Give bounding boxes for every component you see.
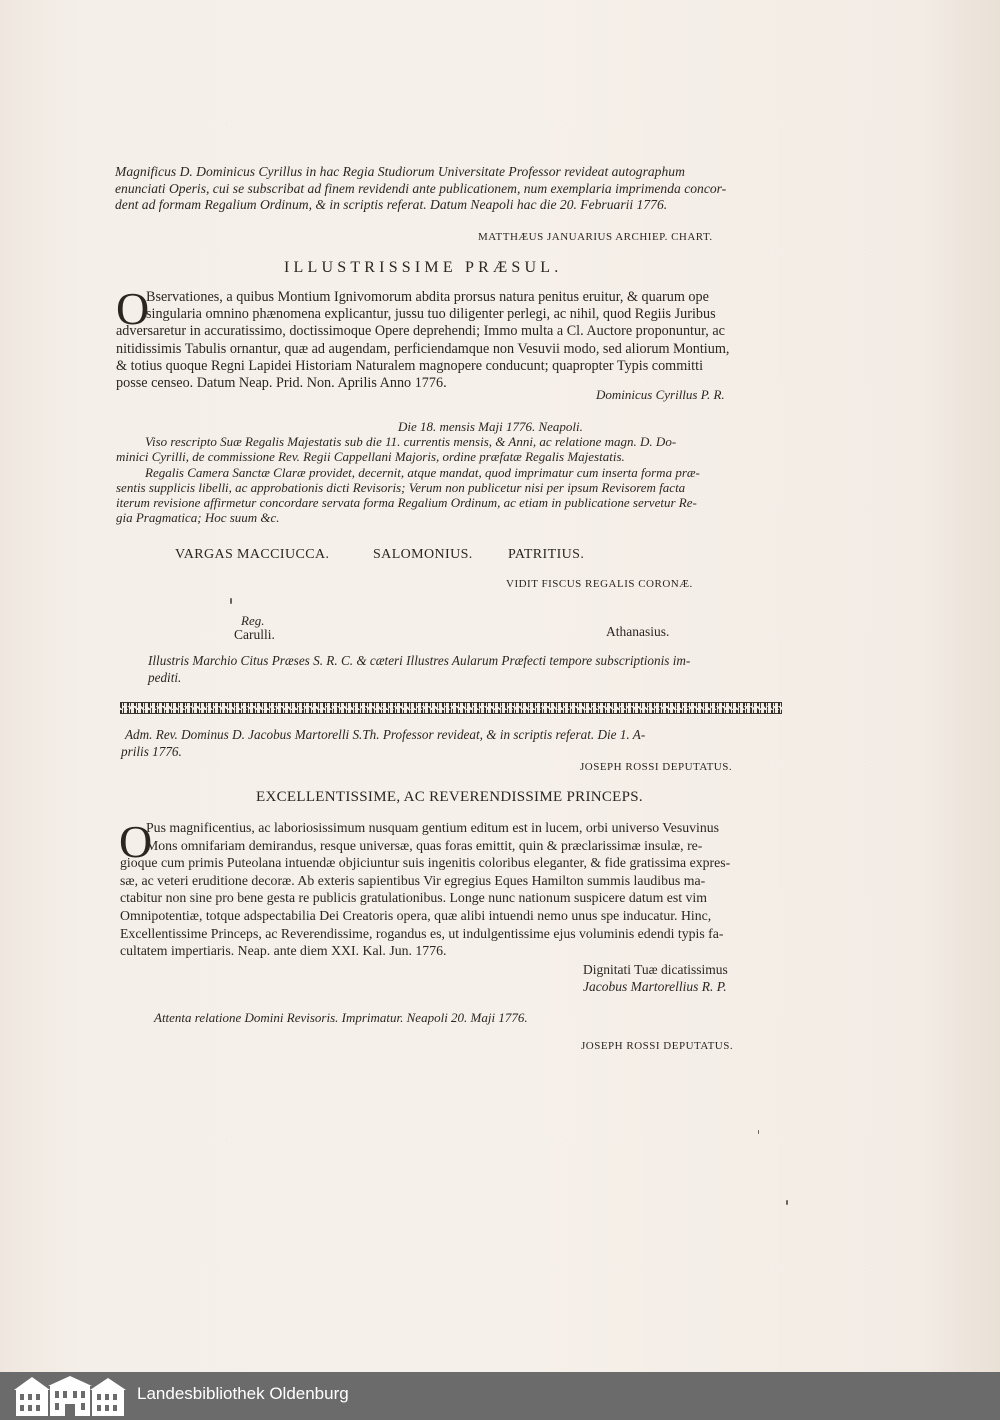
carulli-signature: Carulli. (234, 627, 275, 642)
approval-commission-text (115, 164, 775, 214)
drop-cap: O (119, 816, 153, 867)
drop-cap: O (116, 283, 150, 334)
library-building-icon (10, 1374, 128, 1418)
text-line: ctabitur non sine pro bene gesta re publicis gratulationibus. Longe nunc nationum suspicere datum est vim (120, 890, 707, 906)
signatory-name: SALOMONIUS. (373, 547, 473, 562)
archbishop-signature: MATTHÆUS JANUARIUS ARCHIEP. CHART. (478, 231, 713, 243)
decree-date: Die 18. mensis Maji 1776. Neapoli. (398, 419, 583, 434)
text-line: iterum revisione affirmetur concordare servata forma Regalium Ordinum, ac etiam in publicatione servetur Re- (116, 495, 697, 511)
rossi-signature: JOSEPH ROSSI DEPUTATUS. (580, 761, 733, 773)
text-line: Omnipotentiæ, totque adspectabilia Dei Creatoris opera, quæ alibi intuendi nemo unus spe inducatur. Hinc, (120, 907, 712, 923)
ornamental-border (120, 702, 782, 714)
text-line: nitidissimis Tabulis ornantur, quæ ad augendam, perficiendamque non Vesuvii modo, sed aliorum Montium, (116, 340, 730, 357)
text-line: adversaretur in accuratissimo, doctissimoque Opere deprehendi; Immo multa a Cl. Auctore proponuntur, ac (116, 323, 725, 340)
reg-label: Reg. (241, 613, 265, 628)
text-line: prilis 1776. (121, 744, 182, 759)
ink-speck (230, 598, 232, 604)
library-name: Landesbibliothek Oldenburg (137, 1384, 349, 1403)
decree-note (148, 653, 778, 686)
text-line: Excellentissime Princeps, ac Reverendissime, rogandus es, ut indulgentissime ejus voluminis edendi typis fa- (120, 925, 724, 941)
text-line: Adm. Rev. Dominus D. Jacobus Martorelli S.Th. Professor revideat, & in scriptis referat. Die 1. A- (125, 727, 646, 742)
text-line: dent ad formam Regalium Ordinum, & in scriptis referat. Datum Neapoli hac die 20. Februarii 1776. (115, 197, 668, 212)
cyrillus-signature: Dominicus Cyrillus P. R. (596, 387, 725, 402)
text-line: minici Cyrilli, de commissione Rev. Regii Cappellani Majoris, ordine præfatæ Regalis Majestatis. (116, 449, 625, 465)
text-line: Pus magnificentius, ac laboriosissimum nusquam gentium editum est in lucem, orbi universo Vesuvinus (146, 820, 720, 835)
signatory-name: PATRITIUS. (508, 547, 585, 562)
fiscus-signature: VIDIT FISCUS REGALIS CORONÆ. (506, 578, 693, 590)
text-line: gioque cum primis Puteolana intuendæ objiciuntur suis ingenitis coloribus eleganter, & fide gratissima expres- (120, 855, 731, 871)
text-line: sæ, ac veteri eruditione decoræ. Ab exteris sapientibus Vir egregius Eques Hamilton summis laudibus ma- (120, 872, 706, 888)
martorellius-signature: Jacobus Martorellius R. P. (583, 979, 727, 994)
text-line: & totius quoque Regni Lapidei Historiam Naturalem magnopere conducunt; quapropter Typis committi (116, 357, 704, 374)
athanasius-signature: Athanasius. (606, 624, 670, 639)
censor-report-text (116, 283, 779, 392)
ink-speck (786, 1200, 788, 1205)
text-line: singularia omnino phænomena explicantur, jussu tuo diligenter perlegi, ac nihil, quod Regiis Juribus (146, 306, 716, 323)
text-line: cultatem impertiaris. Neap. ante diem XXI. Kal. Jun. 1776. (120, 943, 447, 959)
text-line: posse censeo. Datum Neap. Prid. Non. Aprilis Anno 1776. (116, 375, 447, 392)
text-line: enunciati Operis, cui se subscribat ad finem revidendi ante publicationem, num exemplaria imprimenda concor- (115, 180, 727, 196)
text-line: Magnificus D. Dominicus Cyrillus in hac Regia Studiorum Universitate Professor revideat autographum (115, 164, 685, 179)
text-line: Mons omnifariam demirandus, resque universæ, quas foras emittit, quin & præclarissimæ insulæ, re- (146, 837, 703, 853)
imprimatur-line: Attenta relatione Domini Revisoris. Imprimatur. Neapoli 20. Maji 1776. (154, 1010, 528, 1025)
heading-illustrissime-praesul: ILLUSTRISSIME PRÆSUL. (284, 259, 563, 276)
text-line: sentis supplicis libelli, ac approbationis dicti Revisoris; Verum non publicetur nisi per ipsum Revisorem facta (116, 479, 686, 495)
text-line: Regalis Camera Sanctæ Claræ providet, decernit, atque mandat, quod imprimatur cum inserta forma præ- (145, 464, 700, 480)
text-line: pediti. (148, 669, 182, 685)
text-line: Illustris Marchio Citus Præses S. R. C. & cæteri Illustres Aularum Præfecti tempore subscriptionis im- (148, 653, 691, 668)
closing-line: Dignitati Tuæ dicatissimus (583, 962, 728, 977)
text-line: Viso rescripto Suæ Regalis Majestatis sub die 11. currentis mensis, & Anni, ac relatione magn. D. Do- (145, 434, 677, 449)
text-line: Bservationes, a quibus Montium Ignivomorum abdita prorsus natura penitus eruitur, & quarum ope (146, 289, 709, 305)
decree-text (116, 434, 782, 526)
text-line: gia Pragmatica; Hoc suum &c. (116, 510, 280, 526)
heading-excellentissime-princeps: EXCELLENTISSIME, AC REVERENDISSIME PRINCEPS. (256, 789, 643, 805)
rossi-signature-final: JOSEPH ROSSI DEPUTATUS. (581, 1040, 734, 1052)
ink-speck (758, 1130, 759, 1134)
approval-martorelli-text (121, 726, 786, 760)
martorellius-closing (583, 961, 728, 995)
signatory-name: VARGAS MACCIUCCA. (175, 547, 330, 562)
martorelli-report-text (119, 816, 787, 960)
